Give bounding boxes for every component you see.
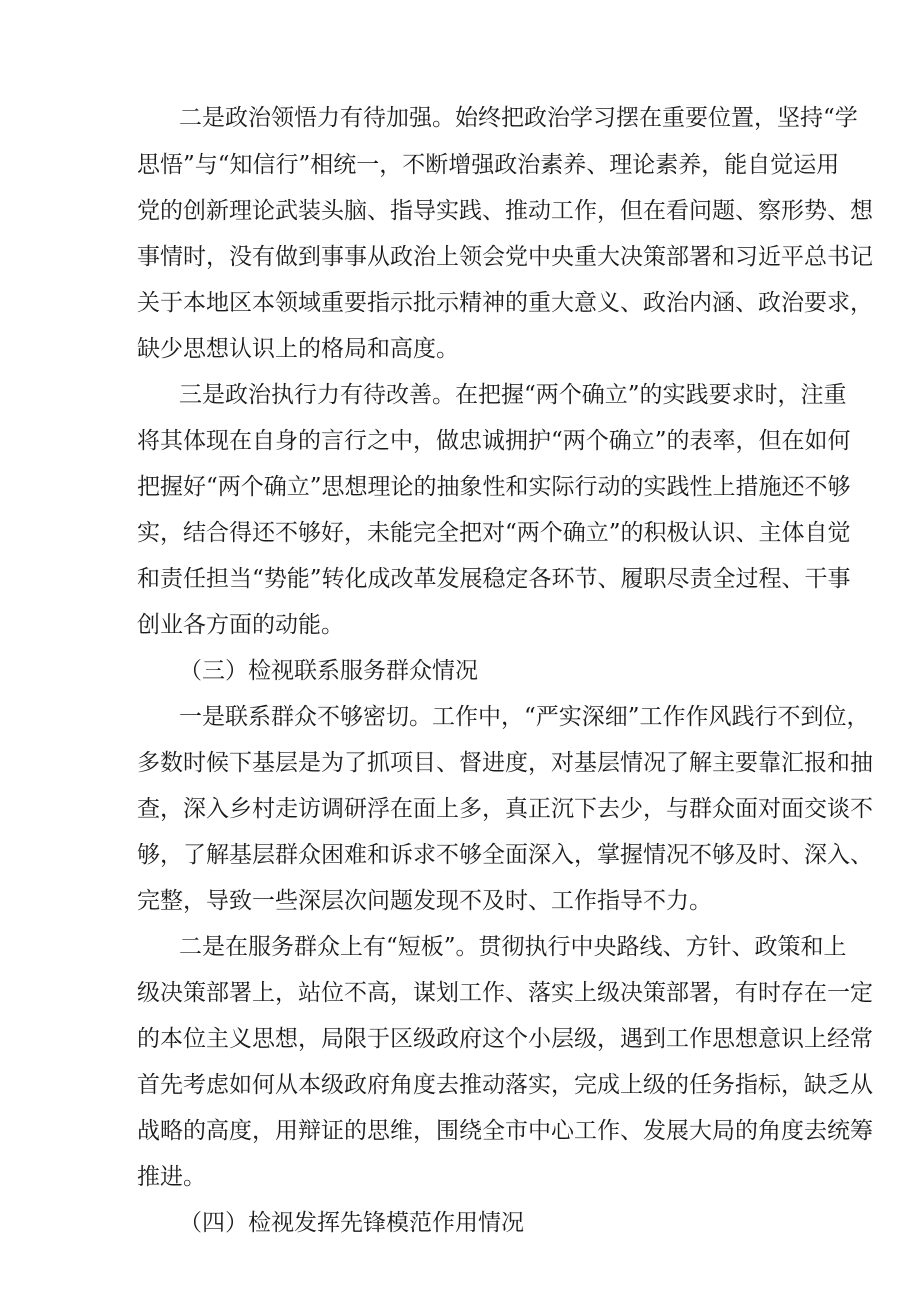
paragraph-line: 党的创新理论武装头脑、指导实践、推动工作，但在看问题、察形势、想 (137, 198, 873, 224)
paragraph-line: 一是联系群众不够密切。工作中，“严实深细”工作作风践行不到位， (179, 704, 870, 730)
paragraph-line: 实，结合得还不够好，未能完全把对“两个确立”的积极认识、主体自觉 (137, 520, 851, 546)
paragraph-line: 和责任担当“势能”转化成改革发展稳定各环节、履职尽责全过程、干事 (137, 566, 851, 592)
paragraph-line: 级决策部署上，站位不高，谋划工作、落实上级决策部署，有时存在一定 (137, 980, 873, 1006)
paragraph-line: 思悟”与“知信行”相统一，不断增强政治素养、理论素养，能自觉运用 (137, 152, 840, 178)
paragraph-line: 三是政治执行力有待改善。在把握“两个确立”的实践要求时，注重 (179, 382, 847, 408)
paragraph-line: 关于本地区本领域重要指示批示精神的重大意义、政治内涵、政治要求， (137, 290, 873, 316)
paragraph-line: 创业各方面的动能。 (137, 612, 344, 638)
paragraph-line: 查，深入乡村走访调研浮在面上多，真正沉下去少，与群众面对面交谈不 (137, 796, 873, 822)
paragraph-line: 事情时，没有做到事事从政治上领会党中央重大决策部署和习近平总书记 (137, 244, 873, 270)
paragraph-line: 完整，导致一些深层次问题发现不及时、工作指导不力。 (137, 888, 712, 914)
paragraph-line: 推进。 (137, 1164, 206, 1190)
section-heading: （四）检视发挥先锋模范作用情况 (179, 1210, 524, 1236)
paragraph-line: 多数时候下基层是为了抓项目、督进度，对基层情况了解主要靠汇报和抽 (137, 750, 873, 776)
paragraph-line: 的本位主义思想，局限于区级政府这个小层级，遇到工作思想意识上经常 (137, 1026, 873, 1052)
paragraph-line: 够，了解基层群众困难和诉求不够全面深入，掌握情况不够及时、深入、 (137, 842, 873, 868)
paragraph-line: 战略的高度，用辩证的思维，围绕全市中心工作、发展大局的角度去统筹 (137, 1118, 873, 1144)
paragraph-line: 将其体现在自身的言行之中，做忠诚拥护“两个确立”的表率，但在如何 (137, 428, 851, 454)
paragraph-line: 二是政治领悟力有待加强。始终把政治学习摆在重要位置，坚持“学 (179, 105, 858, 131)
paragraph-line: 缺少思想认识上的格局和高度。 (137, 336, 459, 362)
paragraph-line: 二是在服务群众上有“短板”。贯彻执行中央路线、方针、政策和上 (179, 934, 847, 960)
paragraph-line: 首先考虑如何从本级政府角度去推动落实，完成上级的任务指标，缺乏从 (137, 1072, 873, 1098)
paragraph-line: 把握好“两个确立”思想理论的抽象性和实际行动的实践性上措施还不够 (137, 474, 851, 500)
section-heading: （三）检视联系服务群众情况 (179, 658, 478, 684)
